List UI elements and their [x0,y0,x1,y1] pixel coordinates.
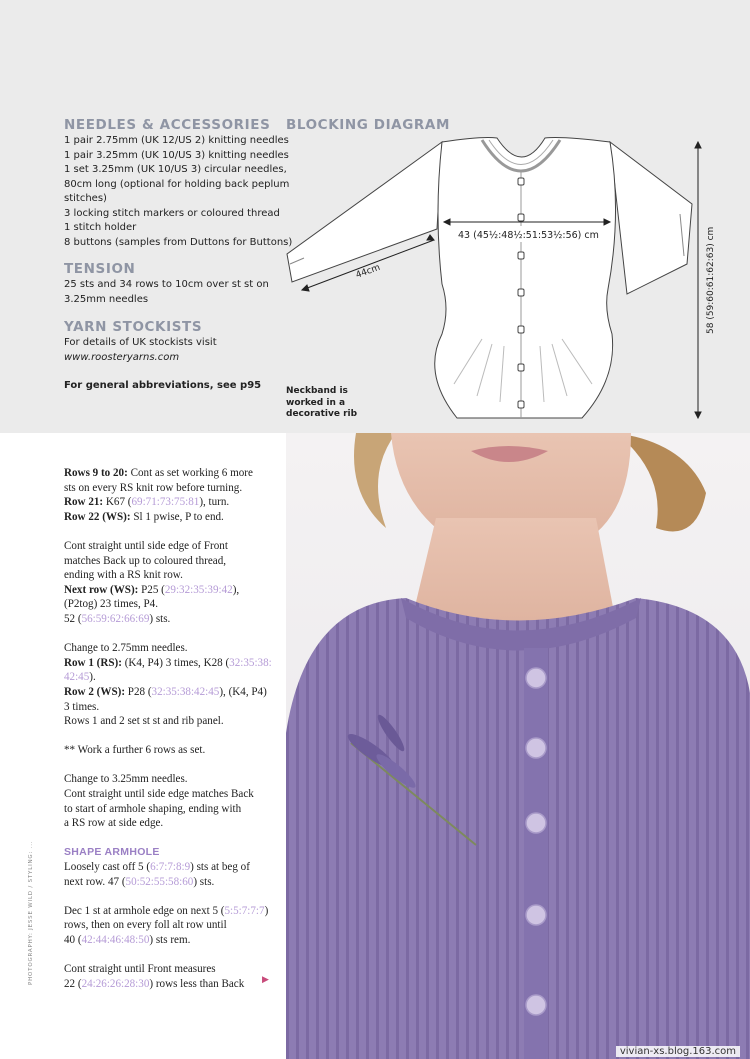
tension-line: 25 sts and 34 rows to 10cm over st st on [64,279,269,290]
tension-heading: TENSION [64,261,136,277]
needles-heading: NEEDLES & ACCESSORIES [64,117,271,133]
row-label: Row 22 (WS): [64,510,131,523]
stockists-line: For details of UK stockists visit [64,337,217,348]
stockists-text [64,336,217,365]
pattern-paragraph: Change to 3.25mm needles. Cont straight until side edge matches Back to start of armhole shaping, ending with a RS row at side edge. [64,773,254,830]
row-label: Next row (WS): [64,583,139,596]
tension-text [64,278,269,307]
button-mark [518,401,524,408]
row-label: Rows 9 to 20: [64,467,128,479]
watermark: vivian-xs.blog.163.com [616,1046,740,1057]
cardigan-body [435,138,616,419]
button-mark [518,289,524,296]
needles-line: 1 stitch holder [64,222,137,233]
pattern-paragraph: Change to 2.75mm needles. Row 1 (RS): (K4, P4) 3 times, K28 (32:35:38: 42:45). Row 2 (WS): P28 (32:35:38:42:45), (K4, P4) 3 times. Rows 1 and 2 set st st and rib panel. [64,642,272,728]
needles-line: 80cm long (optional for holding back peplum [64,178,290,190]
row-label: Row 2 (WS): [64,685,126,698]
blocking-diagram-heading: BLOCKING DIAGRAM [286,117,450,133]
pattern-paragraph: Rows 9 to 20: Cont as set working 6 more sts on every RS knit row before turning. Row 21: K67 (69:71:73:75:81), turn. Row 22 (WS): Sl 1 pwise, P to end. [64,467,253,523]
sleeve-measurement-label: 44cm [354,262,382,281]
cardigan [286,598,750,1059]
neckband-note-line: decorative rib [286,409,358,419]
pattern-paragraph: Dec 1 st at armhole edge on next 5 (5:5:7:7:7) rows, then on every foll alt row until 40 (42:44:46:48:50) sts rem. [64,904,269,946]
button-mark [518,326,524,333]
pattern-paragraph: ** Work a further 6 rows as set. [64,744,206,757]
pattern-paragraph: Cont straight until side edge of Front matches Back up to coloured thread, ending with a RS knit row. Next row (WS): P25 (29:32:35:39:42), (P2tog) 23 times, P4. 52 (56:59:62:66:69) sts. [64,539,240,625]
stockists-url[interactable]: www.roosteryarns.com [64,351,180,363]
needles-line: 1 pair 2.75mm (UK 12/US 2) knitting needles [64,135,289,146]
button-mark [518,178,524,185]
button-mark [518,364,524,371]
right-sleeve [610,142,692,294]
shape-armhole-section: SHAPE ARMHOLE Loosely cast off 5 (6:7:7:8:9) sts at beg of next row. 47 (50:52:55:58:60) sts. [64,845,276,889]
continue-arrow-icon: ▶ [262,975,269,985]
abbreviations-text: For general abbreviations, see p95 [64,380,262,391]
needles-line: 1 pair 3.25mm (UK 10/US 3) knitting needles [64,149,289,161]
button-mark [518,214,524,221]
length-arrow [695,142,701,418]
shape-armhole-heading: SHAPE ARMHOLE [64,846,160,859]
needles-list [64,134,292,250]
stockists-heading: YARN STOCKISTS [64,319,203,335]
left-sleeve [287,142,442,282]
pattern-paragraph: Cont straight until Front measures 22 (24:26:26:28:30) rows less than Back [64,963,245,990]
neckband-note [286,386,357,421]
tension-line: 3.25mm needles [64,293,149,305]
cardigan-photo-illustration [286,433,750,1059]
length-measurement-label: 58 (59:60:61:62:63) cm [706,226,716,334]
needles-line: 1 set 3.25mm (UK 10/US 3) circular needles, [64,164,287,175]
photo-credit: PHOTOGRAPHY: JESSE WILD / STYLING: ... [28,840,34,985]
neckband-note-line: Neckband is [286,386,348,396]
model-photo [286,433,750,1059]
chest-measurement-label: 43 (45½:48½:51:53½:56) cm [458,230,599,241]
neckband-note-line: worked in a [286,397,346,408]
needles-line: stitches) [64,193,107,204]
needles-line: 3 locking stitch markers or coloured thread [64,207,280,219]
blocking-diagram [282,134,722,426]
needles-line: 8 buttons (samples from Duttons for Buttons) [64,236,293,248]
pattern-instructions [64,466,276,1006]
row-label: Row 1 (RS): [64,656,122,669]
row-label: Row 21: [64,496,104,509]
button-mark [518,252,524,259]
abbreviations-note [64,379,261,394]
